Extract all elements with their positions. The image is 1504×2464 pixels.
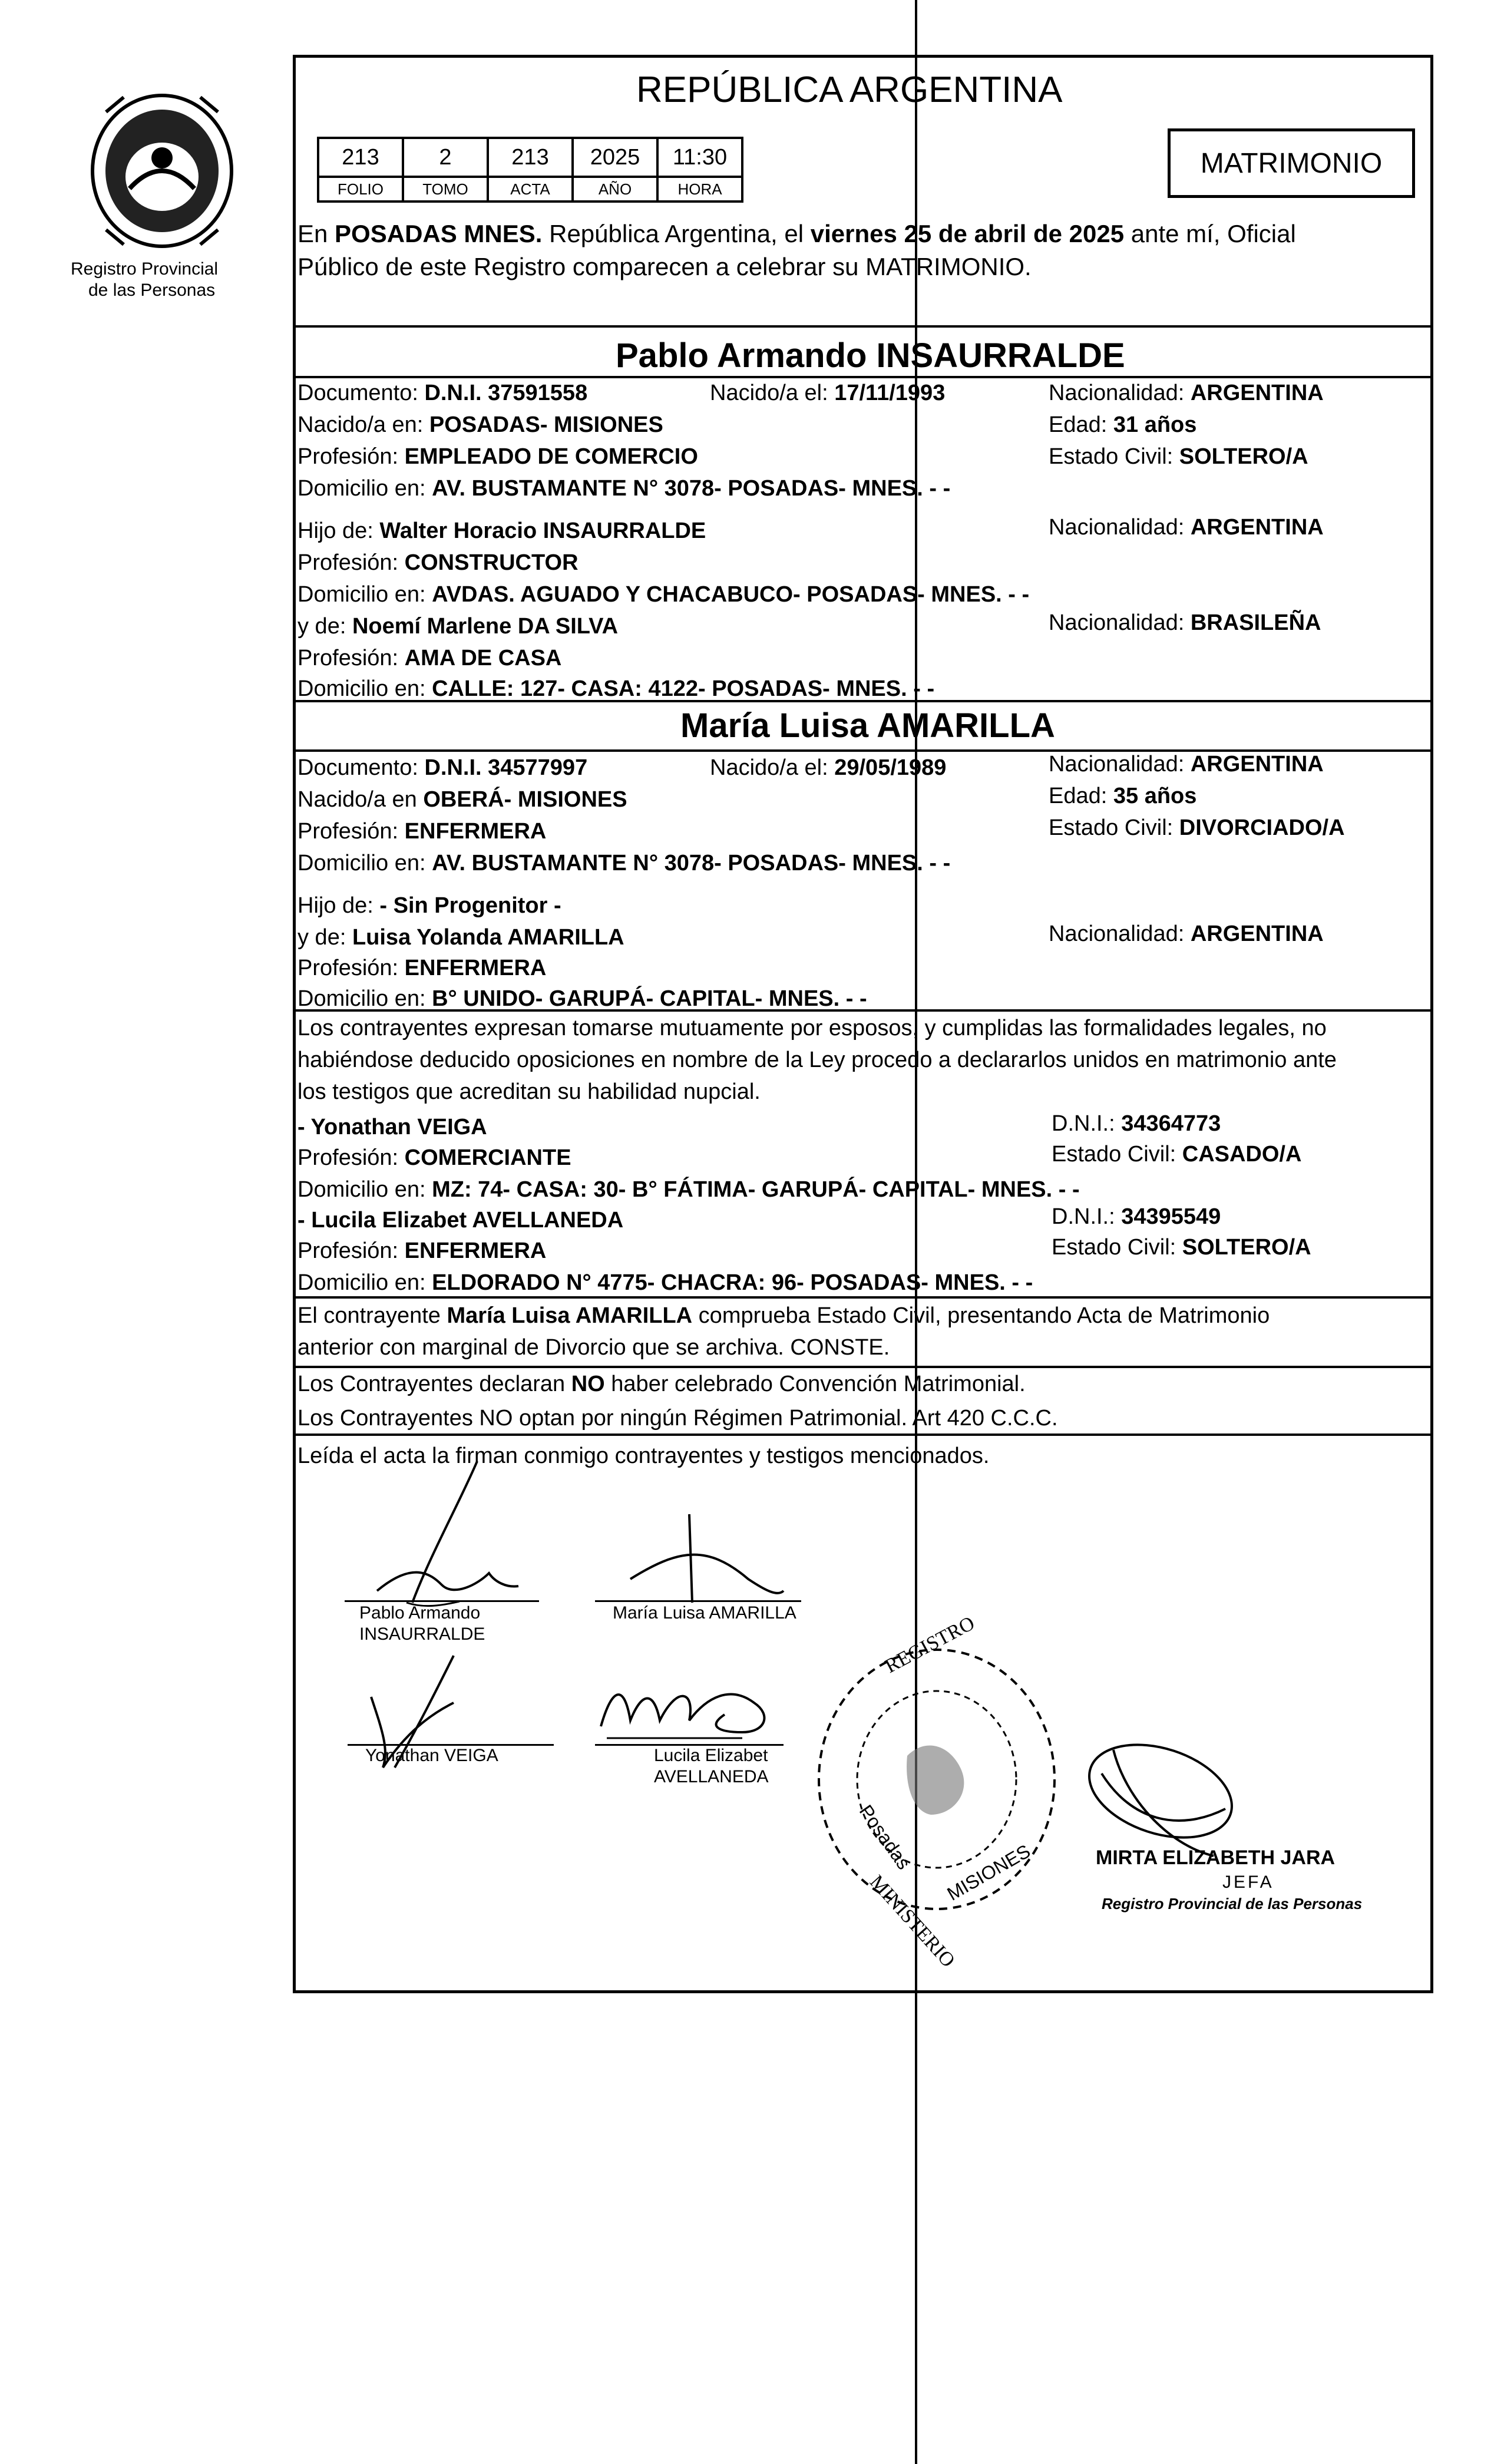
spouse2-father: Hijo de: - Sin Progenitor - [298,893,561,918]
official-stamp-icon [807,1612,1066,1972]
spouse2-profession: Profesión: ENFERMERA [298,819,547,844]
year-value: 2025 [573,138,657,177]
witness1-name: - Yonathan VEIGA [298,1115,487,1139]
spouse1-father-nationality: Nacionalidad: ARGENTINA [1049,515,1324,540]
spouse2-nationality: Nacionalidad: ARGENTINA [1049,752,1324,777]
spouse2-name: María Luisa AMARILLA [680,706,1055,745]
spouse1-mother: y de: Noemí Marlene DA SILVA [298,614,619,639]
spouse2-address: Domicilio en: AV. BUSTAMANTE N° 3078- POSADAS- MNES. - - [298,851,951,876]
spouse1-father-profession: Profesión: CONSTRUCTOR [298,550,579,575]
folio-label: FOLIO [318,177,403,202]
signature-line [345,1600,539,1602]
signature-witness2-label1: Lucila Elizabet [654,1746,768,1765]
spouse1-born: Nacido/a el: 17/11/1993 [710,381,946,405]
closing-statement-text: Leída el acta la firman conmigo contrayentes y testigos mencionados. [298,1444,990,1468]
official-org: Registro Provincial de las Personas [1102,1895,1363,1913]
witness2-profession: Profesión: ENFERMERA [298,1238,547,1263]
witness1-dni: D.N.I.: 34364773 [1052,1111,1221,1136]
spouse1-address: Domicilio en: AV. BUSTAMANTE N° 3078- POSADAS- MNES. - - [298,476,951,501]
acta-label: ACTA [488,177,573,202]
svg-text:REGISTRO: REGISTRO [881,1612,979,1678]
signature-spouse1-icon [342,1455,530,1614]
tomo-value: 2 [403,138,488,177]
official-title: JEFA [1222,1872,1274,1892]
intro-line1 [298,219,1296,249]
signature-line [595,1600,801,1602]
civil-status-note-line2: anterior con marginal de Divorcio que se archiva. CONSTE. [298,1335,890,1360]
province-seal-icon [82,88,242,253]
divider [293,376,1433,378]
logo-caption-line1: Registro Provincial [71,259,219,279]
divider [293,1296,1433,1299]
declaration-line3: los testigos que acreditan su habilidad nupcial. [298,1079,761,1104]
intro-date: viernes 25 de abril de 2025 [810,220,1125,247]
stamp-province: MISIONES [943,1840,1034,1905]
registry-table [317,137,743,203]
signature-witness1-label: Yonathan VEIGA [365,1746,498,1765]
spouse2-doc: Documento: D.N.I. 34577997 [298,755,588,780]
intro-line2: Público de este Registro comparecen a celebrar su MATRIMONIO. [298,253,1032,280]
hour-value: 11:30 [657,138,742,177]
spouse1-mother-nationality: Nacionalidad: BRASILEÑA [1049,610,1321,635]
spouse1-civil-status: Estado Civil: SOLTERO/A [1049,444,1308,469]
intro-c: ante mí, Oficial [1124,220,1296,247]
witness2-address: Domicilio en: ELDORADO N° 4775- CHACRA: 96- POSADAS- MNES. - - [298,1270,1033,1295]
witness1-profession: Profesión: COMERCIANTE [298,1145,571,1170]
witness2-name: - Lucila Elizabet AVELLANEDA [298,1208,624,1233]
signature-witness2-label2: AVELLANEDA [654,1767,769,1786]
spouse2-born: Nacido/a el: 29/05/1989 [710,755,947,780]
civil-status-note: El contrayente María Luisa AMARILLA comprueba Estado Civil, presentando Acta de Matrimonio [298,1303,1270,1328]
witness1-civil-status: Estado Civil: CASADO/A [1052,1142,1302,1167]
official-name: MIRTA ELIZABETH JARA [1096,1847,1336,1869]
spouse1-doc: Documento: D.N.I. 37591558 [298,381,588,405]
intro-b: República Argentina, el [542,220,811,247]
act-type-box: MATRIMONIO [1168,128,1415,198]
svg-text:MINISTERIO: MINISTERIO [865,1871,959,1972]
spouse1-mother-address: Domicilio en: CALLE: 127- CASA: 4122- POSADAS- MNES. - - [298,676,935,701]
witness1-address: Domicilio en: MZ: 74- CASA: 30- B° FÁTIMA- GARUPÁ- CAPITAL- MNES. - - [298,1177,1080,1202]
acta-value: 213 [488,138,573,177]
spouse1-nationality: Nacionalidad: ARGENTINA [1049,381,1324,405]
convention-line1: Los Contrayentes declaran NO haber celebrado Convención Matrimonial. [298,1372,1026,1396]
declaration-line2: habiéndose deducido oposiciones en nombre de la Ley procedo a declararlos unidos en matrimonio ante [298,1048,1337,1072]
witness2-civil-status: Estado Civil: SOLTERO/A [1052,1235,1311,1260]
spouse2-civil-status: Estado Civil: DIVORCIADO/A [1049,815,1345,840]
spouse1-age: Edad: 31 años [1049,412,1197,437]
divider [293,1434,1433,1436]
spouse2-birthplace: Nacido/a en OBERÁ- MISIONES [298,787,627,812]
intro-place: POSADAS MNES. [335,220,543,247]
divider [293,1366,1433,1368]
convention-line2: Los Contrayentes NO optan por ningún Régimen Patrimonial. Art 420 C.C.C. [298,1406,1058,1431]
witness2-dni: D.N.I.: 34395549 [1052,1204,1221,1229]
folio-value: 213 [318,138,403,177]
spouse1-name: Pablo Armando INSAURRALDE [616,336,1125,375]
spouse2-mother: y de: Luisa Yolanda AMARILLA [298,925,624,950]
intro-a: En [298,220,335,247]
tomo-label: TOMO [403,177,488,202]
stamp-city: Posadas [855,1801,915,1874]
page-title: REPÚBLICA ARGENTINA [636,70,1063,110]
spouse1-profession: Profesión: EMPLEADO DE COMERCIO [298,444,698,469]
spouse1-father: Hijo de: Walter Horacio INSAURRALDE [298,518,706,543]
logo-caption-line2: de las Personas [88,280,216,300]
divider [293,325,1433,328]
signature-spouse2-icon [595,1508,789,1608]
spouse1-father-address: Domicilio en: AVDAS. AGUADO Y CHACABUCO- POSADAS- MNES. - - [298,582,1030,607]
hour-label: HORA [657,177,742,202]
declaration-line1: Los contrayentes expresan tomarse mutuamente por esposos, y cumplidas las formalidades legales, no [298,1016,1327,1041]
spouse1-birthplace: Nacido/a en: POSADAS- MISIONES [298,412,663,437]
signature-spouse2-label: María Luisa AMARILLA [613,1603,796,1623]
signature-spouse1-label2: INSAURRALDE [359,1624,485,1644]
spouse2-age: Edad: 35 años [1049,784,1197,808]
spouse1-mother-profession: Profesión: AMA DE CASA [298,646,562,671]
spouse2-mother-address: Domicilio en: B° UNIDO- GARUPÁ- CAPITAL- MNES. - - [298,986,867,1011]
year-label: AÑO [573,177,657,202]
signature-spouse1-label1: Pablo Armando [359,1603,481,1623]
signature-witness2-icon [589,1673,784,1750]
spouse2-mother-nationality: Nacionalidad: ARGENTINA [1049,921,1324,946]
spouse2-mother-profession: Profesión: ENFERMERA [298,956,547,980]
